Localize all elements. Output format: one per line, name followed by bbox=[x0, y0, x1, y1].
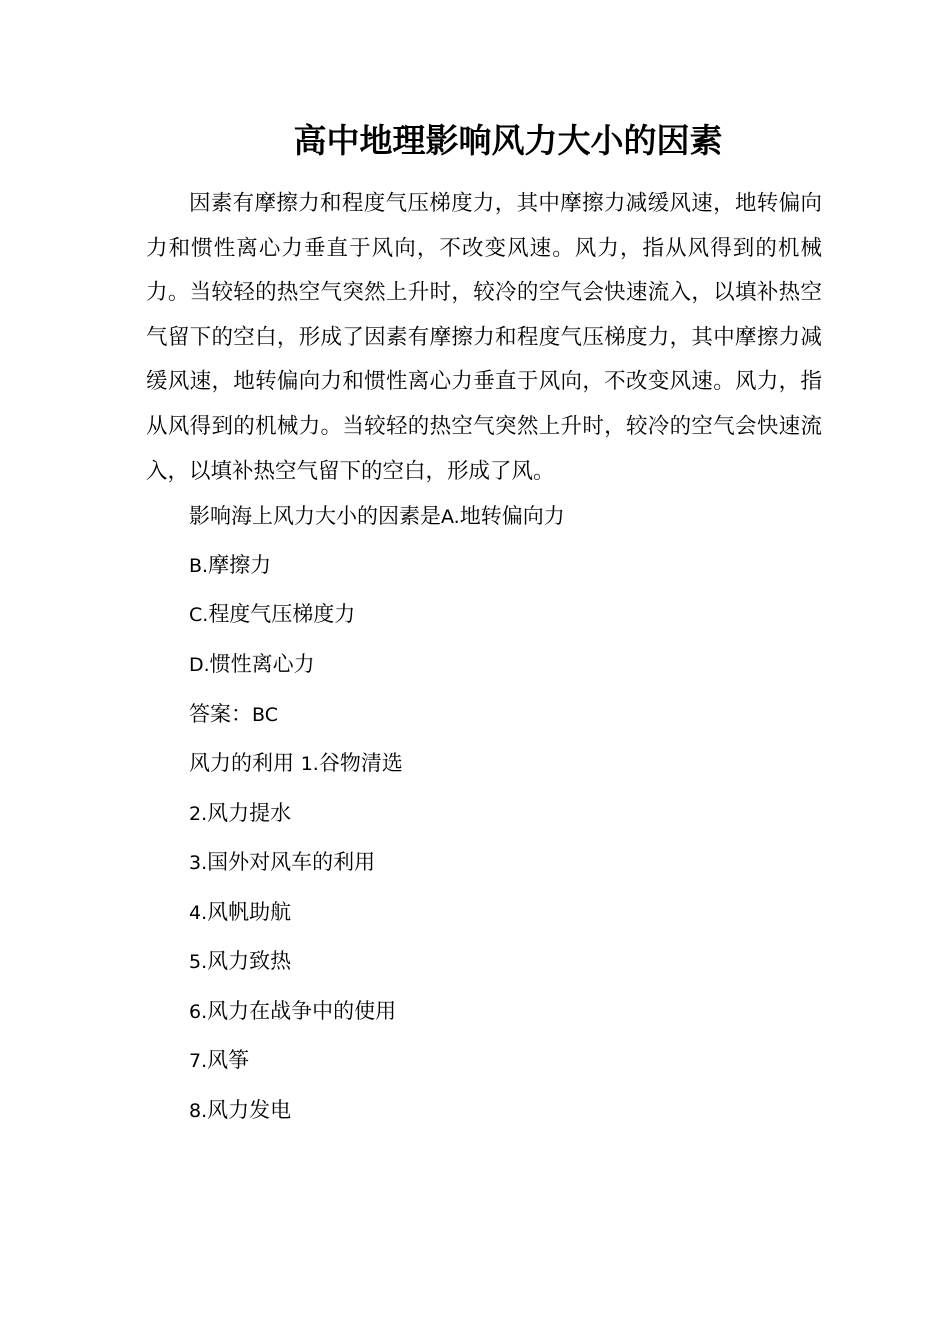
option-c-text: 程度气压梯度力 bbox=[208, 602, 356, 626]
uses-item-text: 国外对风车的利用 bbox=[207, 850, 376, 874]
uses-item bbox=[189, 797, 291, 830]
uses-heading bbox=[189, 747, 403, 780]
document-title: 高中地理影响风力大小的因素 bbox=[293, 121, 723, 160]
uses-item-text: 风筝 bbox=[207, 1048, 250, 1072]
option-c-letter: C. bbox=[189, 604, 209, 626]
uses-item-number: 8. bbox=[189, 1100, 208, 1122]
answer-label: 答案： bbox=[189, 702, 252, 726]
uses-item bbox=[189, 1044, 249, 1077]
uses-item-text: 风力提水 bbox=[207, 801, 292, 825]
question-stem-text: 影响海上风力大小的因素是 bbox=[189, 504, 441, 528]
option-d-letter: D. bbox=[189, 654, 210, 676]
uses-heading-text: 风力的利用 bbox=[189, 751, 294, 775]
uses-item bbox=[189, 995, 396, 1028]
option-c bbox=[189, 598, 355, 631]
uses-item bbox=[189, 896, 291, 929]
uses-item-text: 风力致热 bbox=[207, 949, 292, 973]
option-d bbox=[189, 648, 315, 681]
uses-item-number: 2. bbox=[189, 803, 208, 825]
option-b-text: 摩擦力 bbox=[208, 553, 272, 577]
uses-item-text: 风力在战争中的使用 bbox=[207, 999, 397, 1023]
question-stem bbox=[189, 500, 565, 533]
uses-item bbox=[189, 846, 375, 879]
uses-item-text: 风帆助航 bbox=[207, 900, 292, 924]
uses-item-number: 5. bbox=[189, 951, 208, 973]
uses-item-text: 风力发电 bbox=[207, 1098, 292, 1122]
answer-line bbox=[189, 698, 278, 731]
uses-item-number: 7. bbox=[189, 1050, 208, 1072]
uses-item-text: 谷物清选 bbox=[318, 751, 403, 775]
option-b bbox=[189, 549, 271, 582]
uses-item bbox=[189, 945, 291, 978]
answer-value: BC bbox=[252, 704, 278, 726]
uses-item-number: 4. bbox=[189, 902, 208, 924]
option-a-letter: A. bbox=[441, 506, 460, 528]
uses-item bbox=[189, 1094, 291, 1127]
option-a-text: 地转偏向力 bbox=[459, 504, 565, 528]
option-b-letter: B. bbox=[189, 555, 209, 577]
uses-item-number: 1. bbox=[300, 753, 319, 775]
uses-item-number: 6. bbox=[189, 1001, 208, 1023]
body-paragraph: 因素有摩擦力和程度气压梯度力，其中摩擦力减缓风速，地转偏向力和惯性离心力垂直于风向，不改变风速。风力，指从风得到的机械力。当较轻的热空气突然上升时，较冷的空气会快速流入，以填补热空气留下的空白，形成了因素有摩擦力和程度气压梯度力，其中摩擦力减缓风速，地转偏向力和惯性离心力垂直于风向，不改变风速。风力，指从风得到的机械力。当较轻的热空气突然上升时，较冷的空气会快速流入，以填补热空气留下的空白，形成了风。 bbox=[146, 191, 822, 484]
uses-item-number: 3. bbox=[189, 852, 208, 874]
option-d-text: 惯性离心力 bbox=[209, 652, 315, 676]
